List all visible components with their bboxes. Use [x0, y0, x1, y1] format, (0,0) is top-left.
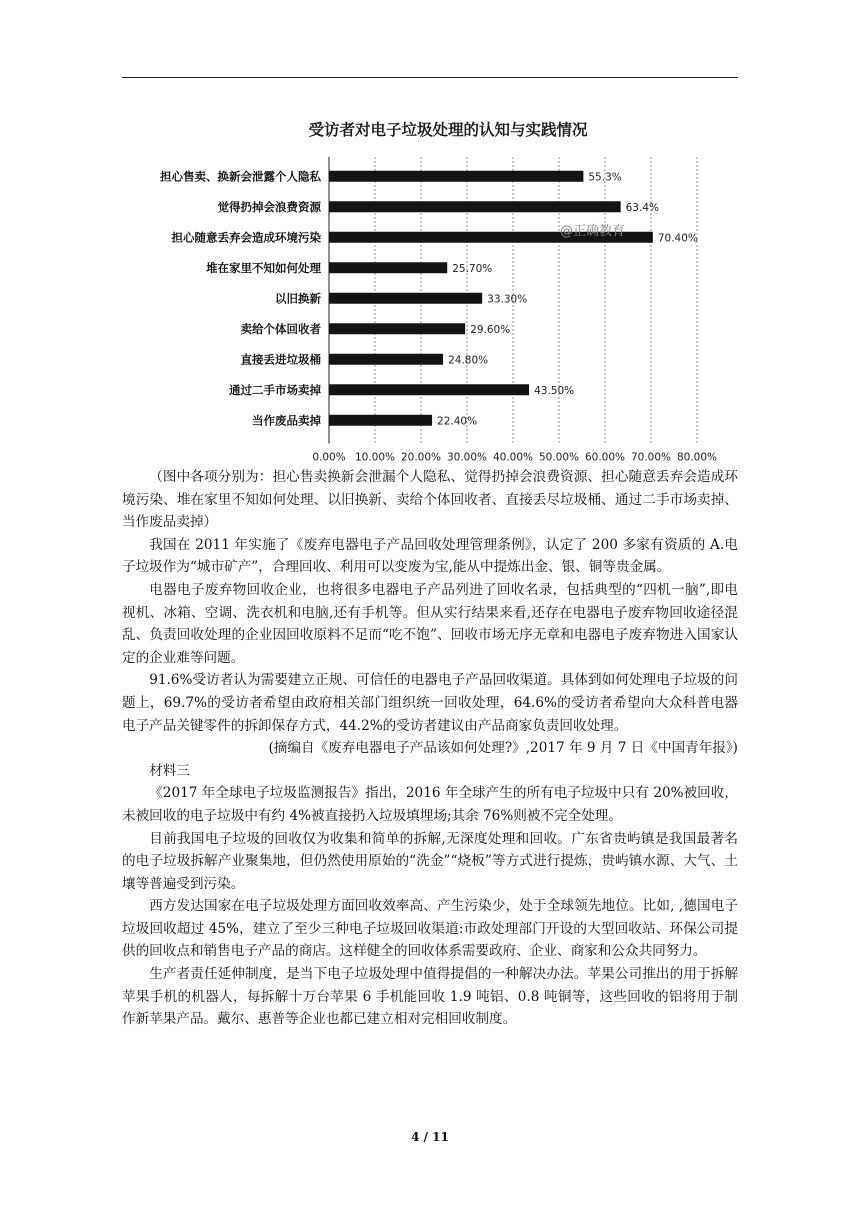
data-label: 63.4% [625, 201, 659, 214]
category-label: 卖给个体回收者 [240, 321, 321, 336]
paragraph: 目前我国电子垃圾的回收仅为收集和简单的拆解,无深度处理和回收。广东省贵屿镇是我国最著名的电子垃圾拆解产业聚集地，但仍然使用原始的“洗金”“烧板”等方式进行提炼，贵屿镇水源、大气、土壤等普遍受到污染。 [122, 830, 738, 892]
data-label: 29.60% [470, 323, 511, 336]
category-label: 通过二手市场卖掉 [229, 382, 321, 397]
x-tick-label: 10.00% [354, 451, 396, 464]
bar [329, 293, 482, 304]
x-tick-label: 70.00% [630, 451, 672, 464]
category-label: 以旧换新 [275, 291, 321, 306]
bar-chart [122, 105, 738, 465]
category-label: 觉得扔掉会浪费资源 [217, 199, 321, 214]
bar [329, 323, 465, 334]
data-label: 33.30% [487, 293, 528, 306]
x-tick-label: 30.00% [446, 451, 488, 464]
bar [329, 415, 432, 426]
data-label: 22.40% [437, 415, 478, 428]
figure-caption: （图中各项分别为：担心售卖换新会泄漏个人隐私、觉得扔掉会浪费资源、担心随意丢弃会造成环境污染、堆在家里不知如何处理、以旧换新、卖给个体回收者、直接丢尽垃圾桶、通过二手市场卖掉、当作废品卖掉） [122, 469, 738, 531]
bar [329, 384, 529, 395]
paragraph: 生产者责任延伸制度，是当下电子垃圾处理中值得提倡的一种解决办法。苹果公司推出的用于拆解苹果手机的机器人，每拆解十万台苹果 6 手机能回收 1.9 吨铝、0.8 吨铜等，这些回收的铝将用于制作新苹果产品。戴尔、惠普等企业也都已建立相对完相回收制度。 [122, 966, 738, 1028]
x-tick-label: 40.00% [492, 451, 534, 464]
x-tick-label: 20.00% [400, 451, 442, 464]
paragraph: 电器电子废弃物回收企业，也将很多电器电子产品列进了回收名录，包括典型的“四机一脑”,即电视机、冰箱、空调、洗衣机和电脑,还有手机等。但从实行结果来看,还存在电器电子废弃物回收途径混乱、负责回收处理的企业因回收原料不足而“吃不饱”、回收市场无序无章和电器电子废弃物进入国家认定的企业难等问题。 [122, 581, 738, 666]
source-citation: (摘编自《废弃电器电子产品该如何处理?》,2017 年 9 月 7 日《中国青年报》) [268, 740, 738, 757]
data-label: 70.40% [657, 232, 698, 245]
article-body [122, 466, 738, 1031]
bar [329, 201, 621, 212]
paragraph: 我国在 2011 年实施了《废弃电器电子产品回收处理管理条例》，认定了 200 多家有资质的 A.电子垃圾作为“城市矿产”，合理回收、利用可以变废为宝,能从中提炼出金、银、铜等贵金属。 [122, 536, 738, 576]
data-label: 24.80% [448, 354, 489, 367]
category-label: 直接丢进垃圾桶 [240, 352, 321, 367]
page-number: 4 / 11 [411, 1130, 449, 1144]
paragraph: 《2017 年全球电子垃圾监测报告》指出，2016 年全球产生的所有电子垃圾中只有 20%被回收，未被回收的电子垃圾中有约 4%被直接扔入垃圾填埋场;其余 76%则被不完全处理。 [122, 785, 738, 824]
paragraph: 西方发达国家在电子垃圾处理方面回收效率高、产生污染少，处于全球领先地位。比如, ,德国电子垃圾回收超过 45%，建立了至少三种电子垃圾回收渠道:市政处理部门开设的大型回收站、环保公司提供的回收点和销售电子产品的商店。这样健全的回收体系需要政府、企业、商家和公众共同努力。 [122, 898, 738, 960]
category-label: 当作废品卖掉 [252, 413, 321, 428]
chart-svg [122, 105, 738, 465]
data-label: 43.50% [534, 384, 575, 397]
x-tick-label: 50.00% [538, 451, 580, 464]
data-label: 55.3% [588, 171, 622, 184]
header-rule [122, 77, 738, 78]
paragraph: 91.6%受访者认为需要建立正规、可信任的电器电子产品回收渠道。具体到如何处理电子垃圾的问题上，69.7%的受访者希望由政府相关部门组织统一回收处理，64.6%的受访者希望向大众科普电器电子产品关键零件的拆卸保存方式，44.2%的受访者建议由产品商家负责回收处理。 [122, 672, 738, 734]
x-tick-label: 0.00% [312, 451, 346, 464]
bar [329, 354, 443, 365]
category-label: 担心随意丢弃会造成环境污染 [171, 230, 321, 245]
x-tick-label: 80.00% [676, 451, 718, 464]
category-label: 担心售卖、换新会泄露个人隐私 [160, 169, 321, 184]
bar [329, 171, 583, 182]
material-heading: 材料三 [149, 762, 190, 779]
category-label: 堆在家里不知如何处理 [206, 260, 321, 275]
x-tick-label: 60.00% [584, 451, 626, 464]
bar [329, 262, 447, 273]
chart-title: 受访者对电子垃圾处理的认知与实践情况 [308, 121, 588, 139]
data-label: 25.70% [452, 262, 493, 275]
chart-watermark: @正确教育 [560, 224, 626, 239]
